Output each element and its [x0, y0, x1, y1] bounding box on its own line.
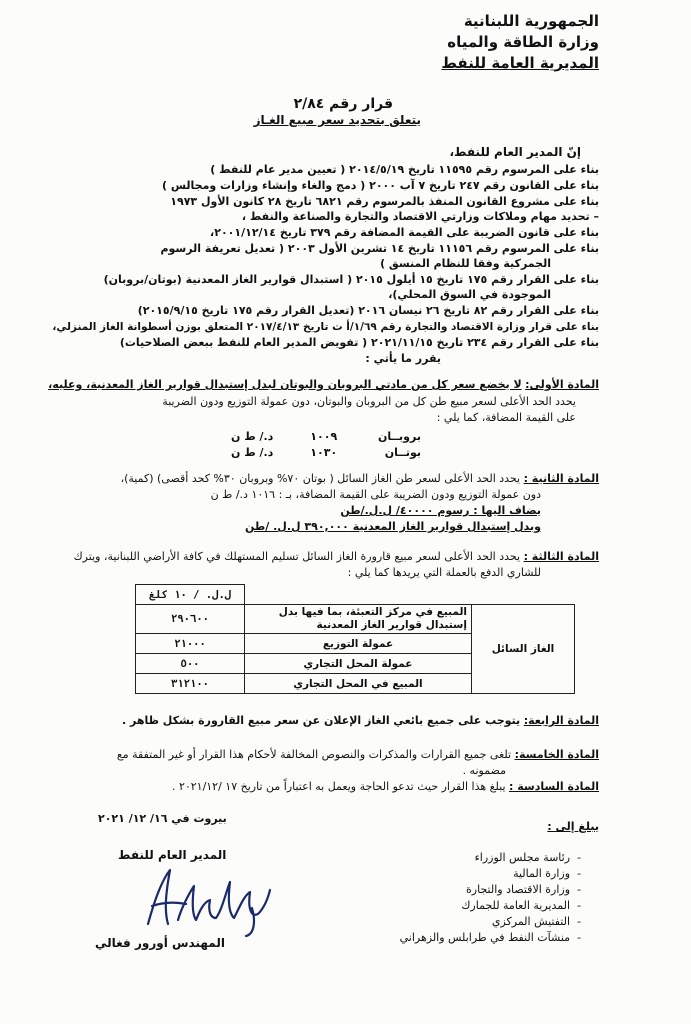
price-row-butane [191, 446, 421, 460]
article3-line1: يحدد الحد الأعلى لسعر مبيع قارورة الغاز السائل تسليم المستهلك في كافة الأراضي اللبنانية، ويترك [73, 550, 521, 563]
table-row-label: عمولة المحل التجاري [245, 654, 472, 674]
butane-value: ١٠٣٠ [310, 446, 338, 459]
article6-text: يبلغ هذا القرار حيث تدعو الحاجة ويعمل به اعتباراً من تاريخ ١٧ /٢٠٢١/١٢ . [171, 780, 506, 793]
table-row-value: ٥٠٠ [136, 654, 245, 674]
propane-unit: د./ ط ن [230, 430, 274, 443]
article3-line2: للشاري الدفع بالعملة التي يريدها كما يلي : [347, 566, 541, 579]
footer-date: بيروت في ١٦/ ١٢/ ٢٠٢١ [98, 812, 227, 825]
header-republic: الجمهورية اللبنانية [463, 12, 599, 30]
list-item: - منشآت النفط في طرابلس والزهراني [399, 931, 581, 944]
header-ministry: وزارة الطاقة والمياه [447, 33, 599, 51]
preamble-line: بناء على القرار رقم ٨٢ تاريخ ٢٦ نيسان ٢٠١٦ (تعديل القرار رقم ١٧٥ تاريخ ٢٠١٥/٩/١٥) [137, 304, 599, 317]
article6 [172, 780, 599, 794]
decision-subtitle: يتعلق بتحديد سعر مبيع الغـاز [253, 113, 421, 127]
propane-label: بروبــان [378, 430, 421, 443]
propane-value: ١٠٠٩ [310, 430, 338, 443]
article1-text: لا يخضع سعر كل من مادتي البروبان والبوتان لبدل إستبدال قوارير الغاز المعدنية، وعليه، [48, 378, 522, 391]
article1-line2: يحدد الحد الأعلى لسعر مبيع طن كل من البروبان والبوتان، دون عمولة التوزيع ودون الضريبة [162, 395, 576, 408]
preamble-line: بناء على القرار رقم ١٧٥ تاريخ ١٥ أيلول ٢٠١٥ ( استبدال قوارير الغاز المعدنية (بوتان/بروبان) [103, 273, 599, 286]
table-row-label: المبيع في مركز التعبئة، بما فيها بدل إستبدال قوارير الغاز المعدنية [245, 605, 472, 634]
signer-name: المهندس أورور فغالي [95, 936, 225, 950]
signature-image [130, 862, 280, 940]
article3-label: المادة الثالثة : [523, 550, 599, 563]
article5 [117, 748, 599, 762]
preamble-line: الموجودة في السوق المحلي)، [388, 288, 551, 301]
preamble-line: بناء على المرسوم رقم ١١١٥٦ تاريخ ١٤ تشرين الأول ٢٠٠٣ ( تعديل تعريفة الرسوم [160, 242, 599, 255]
table-row [136, 605, 575, 634]
preamble-line: – تحديد مهام وملاكات وزارتي الاقتصاد والتجارة والصناعة والنفط ، [241, 210, 599, 223]
preamble-line: بناء على قرار وزارة الاقتصاد والتجارة رقم ١/٦٩/أ ت تاريخ ٢٠١٧/٤/١٣ المتعلق بوزن أسطوانة الغاز المنزلي، [52, 321, 599, 333]
article5-label: المادة الخامسة: [514, 748, 599, 761]
article6-label: المادة السادسة : [509, 780, 599, 793]
list-item: - وزارة المالية [513, 867, 581, 880]
list-item: - رئاسة مجلس الوزراء [474, 851, 581, 864]
article5-line1: تلغى جميع القرارات والمذكرات والنصوص المخالفة لأحكام هذا القرار أو غير المتفقة مع [116, 748, 512, 761]
preamble-line: الجمركية وفقا للنظام المنسق ) [380, 257, 551, 270]
table-row-label: عمولة التوزيع [245, 634, 472, 654]
article2-line4: وبدل إستبدال قوارير الغاز المعدنية ٣٩٠,٠٠٠ ل.ل. /طن [245, 520, 541, 533]
table-row-value: ٢١٠٠٠ [136, 634, 245, 654]
list-item: - التفتيش المركزي [491, 915, 581, 928]
preamble-line: بناء على المرسوم رقم ١١٥٩٥ تاريخ ٢٠١٤/٥/١٩ ( تعيين مدير عام للنفط ) [210, 163, 599, 176]
article2 [121, 472, 599, 486]
preamble-opening: إنّ المدير العام للنفط، [449, 145, 581, 159]
table-row-value: ٢٩٠٦٠٠ [136, 605, 245, 634]
price-table [135, 584, 575, 694]
article4 [122, 714, 599, 728]
article4-label: المادة الرابعة: [523, 714, 599, 727]
article4-text: يتوجب على جميع بائعي الغاز الإعلان عن سعر مبيع القارورة بشكل ظاهر . [121, 714, 521, 727]
preamble-resolve: يقرر ما يأتي : [365, 352, 441, 365]
table-unit-header: ل.ل. / ١٠ كلغ [136, 585, 245, 605]
signer-title: المدير العام للنفط [118, 848, 227, 862]
article2-line2: دون عمولة التوزيع ودون الضريبة على القيمة المضافة، بـ : ١٠١٦ د./ ط ن [210, 488, 541, 501]
butane-label: بوتــان [384, 446, 421, 459]
distribution-title: يبلغ إلى : [547, 820, 599, 833]
price-row-propane [191, 430, 421, 444]
table-row-value: ٣١٢١٠٠ [136, 674, 245, 694]
article3 [74, 550, 599, 564]
preamble-line: بناء على قانون الضريبة على القيمة المضافة رقم ٣٧٩ تاريخ ٢٠٠١/١٢/١٤، [210, 226, 599, 239]
preamble-line: بناء على القرار رقم ٢٣٤ تاريخ ٢٠٢١/١١/١٥ ( تفويض المدير العام للنفط ببعض الصلاحيات) [119, 336, 599, 349]
article5-line2: مضمونه . [462, 764, 506, 777]
table-row [136, 585, 575, 605]
article1 [48, 378, 599, 392]
article1-label: المادة الأولى: [525, 378, 599, 391]
preamble-line: بناء على القانون رقم ٢٤٧ تاريخ ٧ آب ٢٠٠٠ ( دمج والغاء وإنشاء وزارات ومجالس ) [161, 179, 599, 192]
header-directorate: المديرية العامة للنفط [441, 54, 599, 72]
butane-unit: د./ ط ن [230, 446, 274, 459]
article1-line3: على القيمة المضافة، كما يلي : [436, 411, 576, 424]
article2-line1: يحدد الحد الأعلى لسعر طن الغاز السائل ( بوتان ٧٠% وبروبان ٣٠% كحد أقصى) (كمية)، [120, 472, 521, 485]
article2-line3: يضاف اليها : رسوم ٤٠٠٠٠/ ل.ل./طن [340, 504, 541, 517]
table-row-label: المبيع في المحل التجاري [245, 674, 472, 694]
article2-label: المادة الثانية : [523, 472, 599, 485]
distribution-list [381, 850, 581, 946]
list-item: - وزارة الاقتصاد والتجارة [466, 883, 581, 896]
table-category: الغاز السائل [472, 605, 575, 694]
list-item: - المديرية العامة للجمارك [461, 899, 581, 912]
decision-title: قرار رقم ٢/٨٤ [293, 96, 393, 112]
preamble-line: بناء على مشروع القانون المنفذ بالمرسوم رقم ٦٨٢١ تاريخ ٢٨ كانون الأول ١٩٧٣ [170, 195, 599, 208]
